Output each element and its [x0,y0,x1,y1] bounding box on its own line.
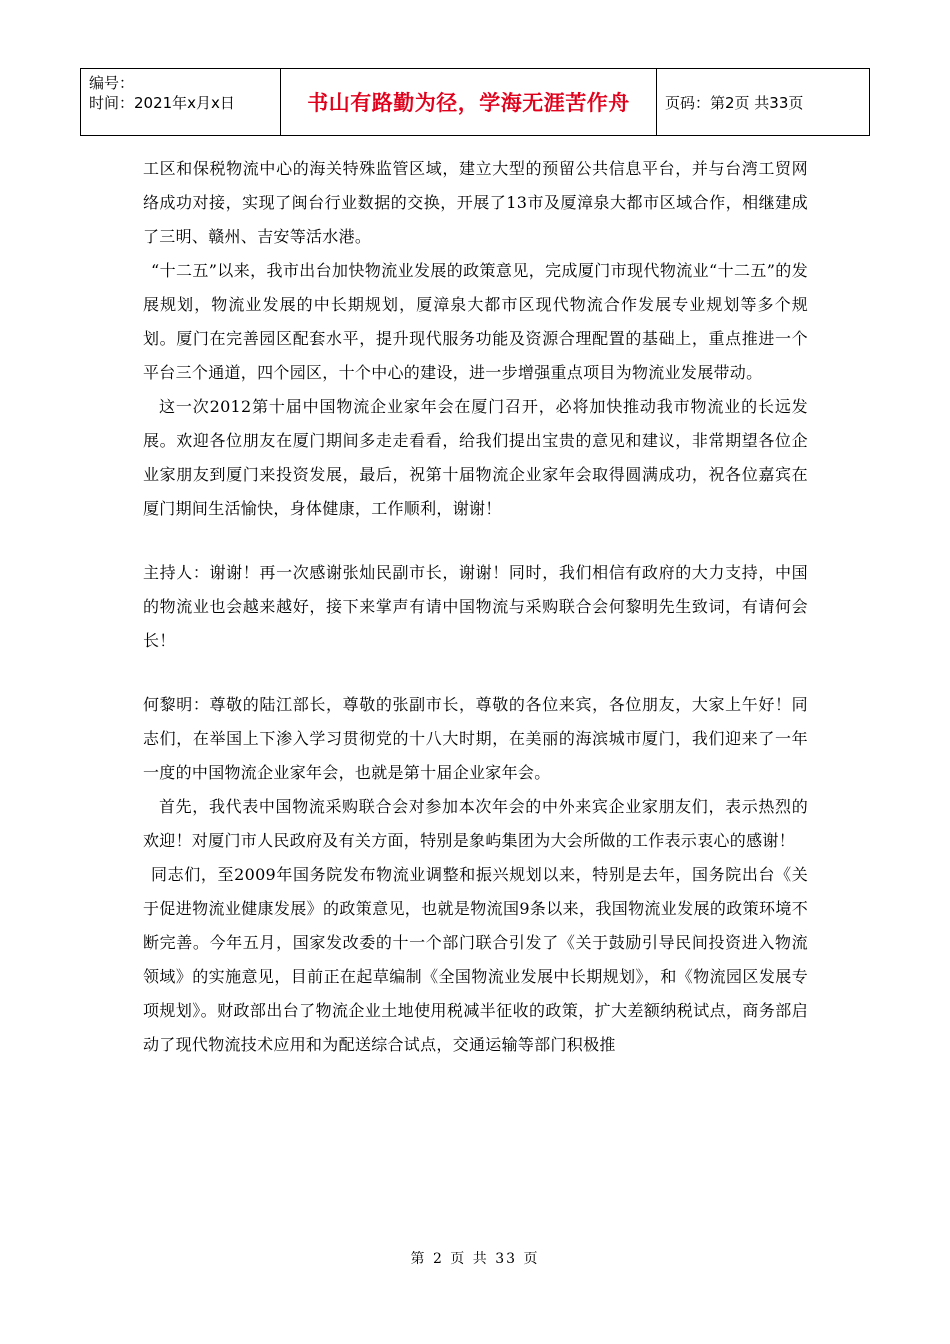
header-motto: 书山有路勤为径，学海无涯苦作舟 [281,69,657,135]
paragraph: 同志们，至2009年国务院发布物流业调整和振兴规划以来，特别是去年，国务院出台《关于促进物流业健康发展》的政策意见，也就是物流国9条以来，我国物流业发展的政策环境不断完善。今年五月，国家发改委的十一个部门联合引发了《关于鼓励引导民间投资进入物流领域》的实施意见，目前正在起草编制《全国物流业发展中长期规划》，和《物流园区发展专项规划》。财政部出台了物流企业土地使用税减半征收的政策，扩大差额纳税试点，商务部启动了现代物流技术应用和为配送综合试点，交通运输等部门积极推 [143,865,808,1054]
paragraph: 首先，我代表中国物流采购联合会对参加本次年会的中外来宾企业家朋友们，表示热烈的欢迎！对厦门市人民政府及有关方面，特别是象屿集团为大会所做的工作表示衷心的感谢！ [143,797,808,850]
paragraph: 何黎明：尊敬的陆江部长，尊敬的张副市长，尊敬的各位来宾，各位朋友，大家上午好！同志们，在举国上下渗入学习贯彻党的十八大时期，在美丽的海滨城市厦门，我们迎来了一年一度的中国物流企业家年会，也就是第十届企业家年会。 [143,695,808,782]
page-footer: 第 2 页 共 33 页 [410,1251,540,1267]
spacer [143,526,808,556]
document-body [143,152,808,1062]
paragraph: “十二五”以来，我市出台加快物流业发展的政策意见，完成厦门市现代物流业“十二五”的发展规划，物流业发展的中长期规划，厦漳泉大都市区现代物流合作发展专业规划等多个规划。厦门在完善园区配套水平，提升现代服务功能及资源合理配置的基础上，重点推进一个平台三个通道，四个园区，十个中心的建设，进一步增强重点项目为物流业发展带动。 [143,261,808,382]
header-meta [81,69,281,135]
spacer [143,658,808,688]
paragraph: 主持人：谢谢！再一次感谢张灿民副市长，谢谢！同时，我们相信有政府的大力支持，中国的物流业也会越来越好，接下来掌声有请中国物流与采购联合会何黎明先生致词，有请何会长！ [143,563,808,650]
paragraph: 这一次2012第十届中国物流企业家年会在厦门召开，必将加快推动我市物流业的长远发展。欢迎各位朋友在厦门期间多走走看看，给我们提出宝贵的意见和建议，非常期望各位企业家朋友到厦门来投资发展，最后，祝第十届物流企业家年会取得圆满成功，祝各位嘉宾在厦门期间生活愉快，身体健康，工作顺利，谢谢！ [143,397,808,518]
header-page-info: 页码：第2页 共33页 [665,93,804,112]
paragraph: 工区和保税物流中心的海关特殊监管区域，建立大型的预留公共信息平台，并与台湾工贸网络成功对接，实现了闽台行业数据的交换，开展了13市及厦漳泉大都市区域合作，相继建成了三明、赣州、吉安等活水港。 [143,159,808,246]
number-label: 编号： [89,74,135,92]
date-label: 时间：2021年x月x日 [89,94,235,112]
document-header [80,68,870,136]
